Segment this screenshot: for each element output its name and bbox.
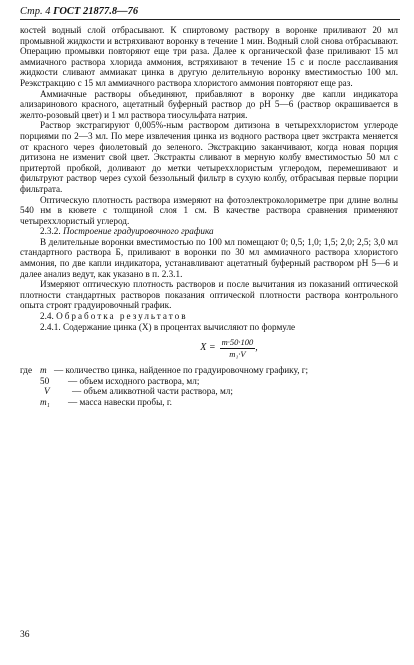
section-2-4-number: 2.4.: [40, 311, 54, 322]
paragraph-6: Измеряют оптическую плотность растворов и после вычитания из показаний оптической плотности стандартных растворов показания оптической плотности раствора контрольного опыта строят градуировочный график.: [20, 279, 398, 311]
formula: [60, 333, 398, 363]
paragraph-1: костей водный слой отбрасывают. К спиртовому раствору в воронке приливают 20 мл промывной жидкости и встряхивают воронку в течение 1 мин. Водный слой снова отбрасывают. Операцию промывки повторяют еще три раза. Далее к органической фазе приливают 15 мл аммиачного раствора хлорида аммония, встряхивают в течение 15 с и после расслаивания жидкости сливают аммиакат цинка в другую делительную воронку вместимостью 100 мл. Реэкстракцию с 15 мл аммиачного раствора хлористого аммония повторяют еще раз.: [20, 25, 398, 88]
formula-numerator: m·50·100: [221, 337, 254, 348]
formula-fraction: [220, 337, 256, 359]
formula-end: ,: [255, 341, 258, 353]
legend-text: — объем исходного раствора, мл;: [68, 375, 200, 386]
paragraph-4: Оптическую плотность раствора измеряют на фотоэлектроколориметре при длине волны 540 нм в кювете с толщиной слоя 1 см. В качестве раствора сравнения применяют четыреххлористый углерод.: [20, 194, 398, 226]
document-body: [20, 25, 398, 408]
legend-text: — количество цинка, найденное по градуировочному графику, г;: [54, 365, 309, 376]
header-page-label: Стр. 4: [20, 6, 51, 17]
section-2-3-2-heading: [20, 226, 398, 237]
paragraph-7: 2.4.1. Содержание цинка (X) в процентах вычисляют по формуле: [40, 321, 296, 332]
page-header: [20, 6, 138, 17]
legend-text: — масса навески пробы, г.: [68, 397, 172, 407]
section-2-4-heading: [20, 311, 398, 322]
legend-symbol: m₁: [40, 397, 50, 407]
formula-legend: [20, 365, 398, 407]
legend-row: [20, 365, 398, 376]
section-2-3-2-title: Построение градуировочного графика: [62, 226, 214, 237]
section-2-4-title: Обработка результатов: [56, 311, 188, 322]
paragraph-2: Аммиачные растворы объединяют, прибавляют в воронку две капли индикатора ализаринового красного, ацетатный буферный раствор до pH 5—6 (раствор окрашивается в желто-розовый цвет) и 1 мл раствора тиосульфата натрия.: [20, 88, 398, 120]
legend-row: [20, 386, 398, 397]
section-2-3-2-number: 2.3.2.: [40, 226, 61, 237]
paragraph-5: В делительные воронки вместимостью по 100 мл помещают 0; 0,5; 1,0; 1,5; 2,0; 2,5; 3,0 мл стандартного раствора Б, приливают в воронки по 30 мл аммиачного раствора хлористого аммония, по две капли индикатора, устанавливают ацетатный буферный раствором pH 5—6 и далее анализ ведут, как указано в п. 2.3.1.: [20, 236, 398, 279]
header-rule: [20, 19, 400, 20]
page-number: 36: [20, 630, 30, 640]
paragraph-3: Раствор экстрагируют 0,005%-ным раствором дитизона в четыреххлористом углероде порциями по 2—3 мл. По мере извлечения цинка из водного раствора цвет экстракта меняется от красного через фиолетовый до зеленого. Экстракцию заканчивают, когда новая порция дитизона не изменит свой цвет. Экстракты сливают в мерную колбу вместимостью 50 мл с притертой пробкой, доливают до метки четыреххлористым углеродом, перемешивают и фильтруют раствор через сухой беззольный фильтр в сухую колбу, отбрасывая первые порции фильтрата.: [20, 120, 398, 194]
legend-row: [20, 376, 398, 387]
legend-text: — объем аликвотной части раствора, мл;: [72, 386, 233, 397]
header-standard: ГОСТ 21877.8—76: [53, 6, 139, 17]
legend-where: где: [20, 365, 33, 376]
legend-symbol: V: [44, 386, 50, 397]
formula-denominator: m₁·V: [229, 348, 246, 359]
legend-symbol: m: [40, 365, 47, 376]
legend-row: [20, 397, 398, 408]
formula-lhs: X =: [200, 341, 216, 353]
legend-symbol: 50: [40, 375, 50, 386]
